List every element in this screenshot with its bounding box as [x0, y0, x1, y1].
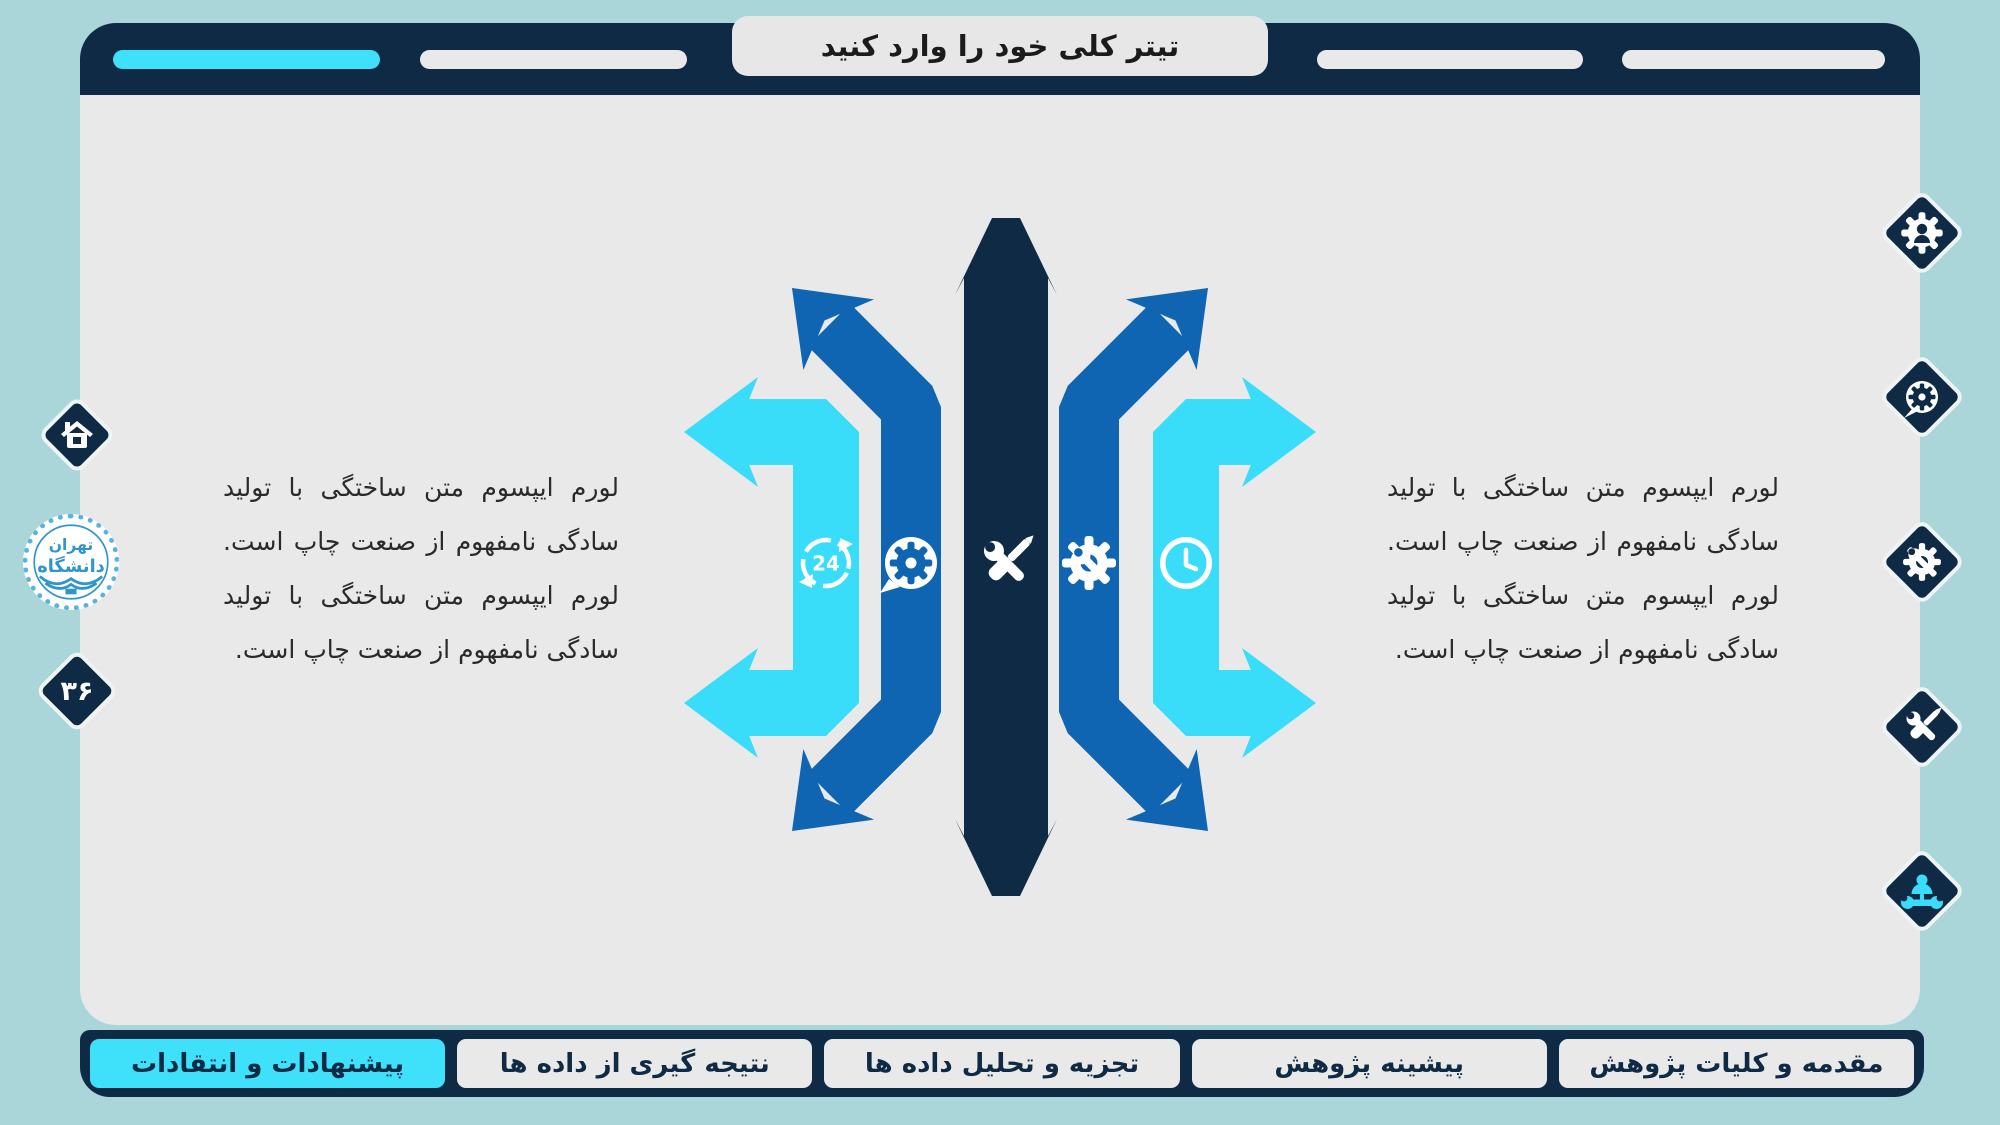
- page-title: تیتر کلی خود را وارد کنید: [732, 16, 1268, 76]
- paragraph-right: لورم ایپسوم متن ساختگی با تولید سادگی نامفهوم از صنعت چاپ است. لورم ایپسوم متن ساختگی با تولید سادگی نامفهوم از صنعت چاپ است.: [1387, 473, 1779, 664]
- nav-tab-suggestions[interactable]: پیشنهادات و انتقادات: [90, 1039, 445, 1088]
- paragraph-left: لورم ایپسوم متن ساختگی با تولید سادگی نامفهوم از صنعت چاپ است. لورم ایپسوم متن ساختگی با تولید سادگی نامفهوم از صنعت چاپ است.: [223, 473, 619, 664]
- progress-pill: [1317, 50, 1583, 69]
- clock-icon: [1160, 537, 1212, 589]
- nav-tab-introduction[interactable]: مقدمه و کلیات پژوهش: [1559, 1039, 1914, 1088]
- gear-wrench-icon: [1062, 536, 1116, 590]
- gear-wrench-icon: [1900, 540, 1944, 584]
- 24-hours-label: 24: [812, 551, 840, 576]
- progress-pill-active: [113, 50, 380, 69]
- nav-tab-background[interactable]: پیشینه پژوهش: [1192, 1039, 1547, 1088]
- progress-pill: [1622, 50, 1885, 69]
- crossed-tools-icon: [1900, 705, 1944, 749]
- home-icon: [57, 415, 97, 455]
- user-gear-icon: [1900, 211, 1944, 255]
- center-infographic: [640, 200, 1360, 920]
- chat-gear-icon: [1900, 375, 1944, 419]
- university-logo: [23, 514, 119, 610]
- page-number: ۳۶: [60, 675, 94, 707]
- logo-text-top: تهران: [48, 535, 94, 554]
- nav-tab-analysis[interactable]: تجزیه و تحلیل داده ها: [824, 1039, 1179, 1088]
- person-wrench-icon: [1900, 869, 1944, 913]
- university-logo-art: [32, 523, 110, 601]
- bottom-nav: [80, 1030, 1924, 1097]
- logo-text-bottom: دانشگاه: [37, 556, 105, 578]
- nav-tab-conclusion[interactable]: نتیجه گیری از داده ها: [457, 1039, 812, 1088]
- progress-pill: [420, 50, 687, 69]
